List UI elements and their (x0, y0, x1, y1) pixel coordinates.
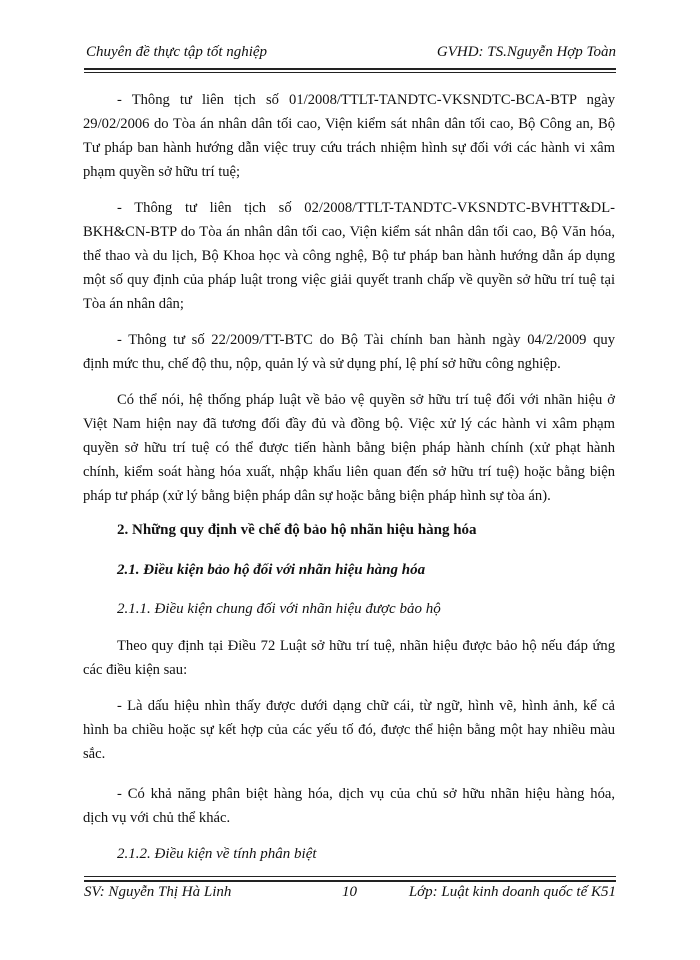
text-line: Tòa án nhân dân; (83, 296, 184, 312)
text-line: Có thể nói, hệ thống pháp luật về bảo vệ quyền sở hữu trí tuệ đối với nhãn hiệu ở (117, 392, 615, 408)
text-line: BKH&CN-BTP do Tòa án nhân dân tối cao, Viện kiểm sát nhân dân tối cao, Bộ Văn hóa, (83, 224, 615, 240)
header-advisor: GVHD: TS.Nguyễn Hợp Toàn (436, 44, 616, 60)
text-line: Tư pháp ban hành hướng dẫn việc truy cứu trách nhiệm hình sự đối với các hành vi xâm (83, 140, 615, 156)
header-rule-thin (84, 72, 616, 73)
text-line: 29/02/2006 do Tòa án nhân dân tối cao, Viện kiểm sát nhân dân tối cao, Bộ Công an, Bộ (83, 116, 615, 132)
text-line: - Có khả năng phân biệt hàng hóa, dịch vụ của chủ sở hữu nhãn hiệu hàng hóa, (117, 786, 615, 802)
footer-rule-thin (84, 876, 616, 877)
text-line: - Thông tư liên tịch số 01/2008/TTLT-TANDTC-VKSNDTC-BCA-BTP ngày (117, 92, 615, 108)
page-footer (84, 884, 616, 906)
paragraph-circular-02 (83, 196, 615, 316)
paragraph-circular-22 (83, 328, 615, 376)
text-line: sắc. (83, 746, 106, 762)
paragraph-circular-01 (83, 88, 615, 184)
text-line: một số quy định của pháp luật trong việc giải quyết tranh chấp về quyền sở hữu trí tuệ tại (83, 272, 615, 288)
paragraph-condition-visible (83, 694, 615, 766)
text-line: dịch vụ với chủ thể khác. (83, 810, 231, 826)
text-line: các điều kiện sau: (83, 662, 188, 678)
header-title: Chuyên đề thực tập tốt nghiệp (86, 44, 268, 60)
text-line: - Là dấu hiệu nhìn thấy được dưới dạng chữ cái, từ ngữ, hình vẽ, hình ảnh, kể cả (117, 698, 615, 714)
section-heading-2-1-2: 2.1.2. Điều kiện về tính phân biệt (117, 846, 317, 862)
footer-student: SV: Nguyễn Thị Hà Linh (84, 884, 232, 900)
text-line: thể thao và du lịch, Bộ Khoa học và công nghệ, Bộ tư pháp ban hành hướng dẫn áp dụng (83, 248, 615, 264)
page-header (84, 44, 616, 64)
text-line: định mức thu, chế độ thu, nộp, quản lý và sử dụng phí, lệ phí sở hữu công nghiệp. (83, 356, 561, 372)
page-number: 10 (342, 884, 357, 900)
footer-class: Lớp: Luật kinh doanh quốc tế K51 (408, 884, 616, 900)
text-line: phạm quyền sở hữu trí tuệ; (83, 164, 241, 180)
footer-rule (84, 880, 616, 882)
text-line: quyền sở hữu trí tuệ có thể được tiến hành bằng biện pháp hành chính (xử phạt hành (83, 440, 615, 456)
paragraph-condition-distinctive (83, 782, 615, 830)
section-heading-2-1: 2.1. Điều kiện bảo hộ đối với nhãn hiệu hàng hóa (117, 562, 426, 578)
text-line: pháp tư pháp (xử lý bằng biện pháp dân sự hoặc bằng biện pháp hình sự tòa án). (83, 488, 551, 504)
text-line: - Thông tư liên tịch số 02/2008/TTLT-TANDTC-VKSNDTC-BVHTT&DL- (117, 200, 615, 216)
paragraph-article-72 (83, 634, 615, 682)
paragraph-summary (83, 388, 615, 508)
header-rule (84, 68, 616, 70)
section-heading-2-1-1: 2.1.1. Điều kiện chung đối với nhãn hiệu được bảo hộ (117, 601, 441, 617)
text-line: - Thông tư số 22/2009/TT-BTC do Bộ Tài chính ban hành ngày 04/2/2009 quy (117, 332, 615, 348)
text-line: Việt Nam hiện nay đã tương đối đầy đủ và đồng bộ. Việc xử lý các hành vi xâm phạm (83, 416, 615, 432)
section-heading-2: 2. Những quy định về chế độ bảo hộ nhãn hiệu hàng hóa (117, 522, 477, 538)
text-line: chính, kiểm soát hàng hóa xuất, nhập khẩu liên quan đến sở hữu trí tuệ) hoặc bằng biện (83, 464, 615, 480)
text-line: hình ba chiều hoặc sự kết hợp của các yếu tố đó, được thể hiện bằng một hay nhiều màu (83, 722, 615, 738)
text-line: Theo quy định tại Điều 72 Luật sở hữu trí tuệ, nhãn hiệu được bảo hộ nếu đáp ứng (117, 638, 615, 654)
